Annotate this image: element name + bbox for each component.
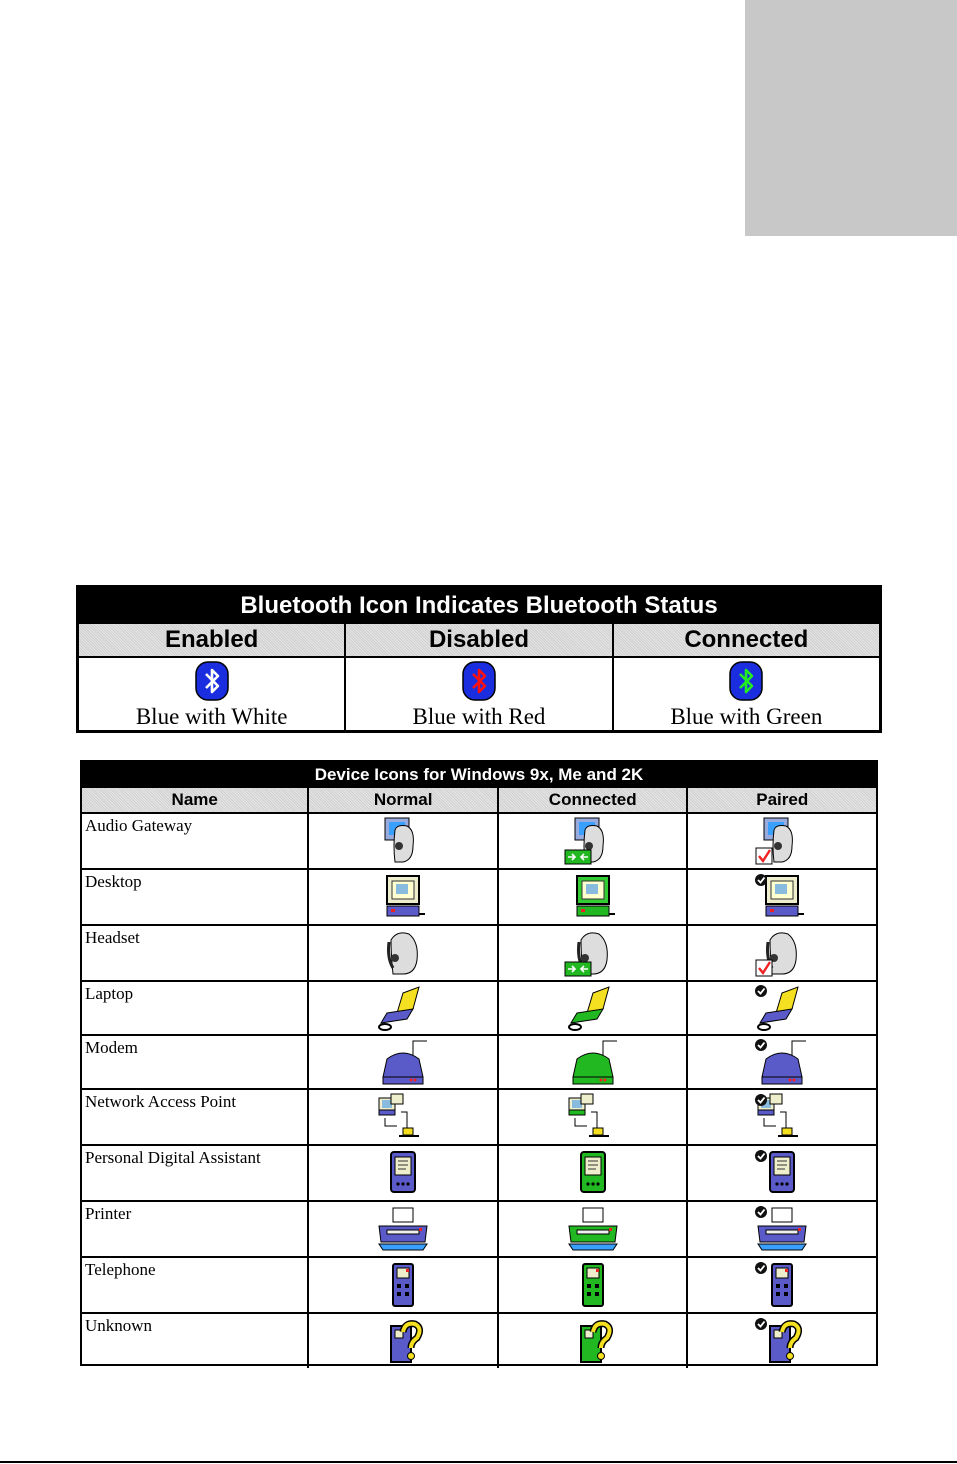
device-name: Headset bbox=[85, 928, 140, 947]
table-row bbox=[82, 1146, 876, 1202]
header-normal: Normal bbox=[307, 788, 497, 812]
status-header-enabled: Enabled bbox=[79, 624, 344, 656]
icon-cell-connected bbox=[497, 870, 687, 924]
icon-cell-paired bbox=[686, 926, 876, 980]
device-rows bbox=[82, 814, 876, 1368]
desktop-icon bbox=[752, 872, 812, 922]
table-row bbox=[82, 1258, 876, 1314]
network-access-point-icon bbox=[563, 1092, 623, 1142]
icon-cell-normal bbox=[307, 870, 497, 924]
table-row bbox=[82, 870, 876, 926]
headset-icon bbox=[563, 928, 623, 978]
laptop-icon bbox=[373, 983, 433, 1033]
icon-cell-paired bbox=[686, 814, 876, 868]
bluetooth-status-table bbox=[76, 585, 882, 733]
printer-icon bbox=[563, 1204, 623, 1254]
icon-cell-paired bbox=[686, 1202, 876, 1256]
unknown-device-icon bbox=[563, 1316, 623, 1366]
device-name: Telephone bbox=[85, 1260, 156, 1279]
device-name: Personal Digital Assistant bbox=[85, 1148, 261, 1167]
icon-cell-connected bbox=[497, 1314, 687, 1368]
icon-cell-paired bbox=[686, 1036, 876, 1088]
status-cell-enabled bbox=[79, 658, 344, 732]
icon-cell-paired bbox=[686, 870, 876, 924]
icon-cell-normal bbox=[307, 1202, 497, 1256]
icon-cell-normal bbox=[307, 926, 497, 980]
icon-cell-connected bbox=[497, 982, 687, 1034]
status-table-title: Bluetooth Icon Indicates Bluetooth Status bbox=[79, 588, 879, 624]
table-row bbox=[82, 1202, 876, 1258]
header-connected: Connected bbox=[497, 788, 687, 812]
table-row bbox=[82, 1036, 876, 1090]
status-cell-disabled bbox=[344, 658, 611, 732]
network-access-point-icon bbox=[373, 1092, 433, 1142]
page-bottom-rule bbox=[0, 1461, 957, 1463]
icon-cell-connected bbox=[497, 1036, 687, 1088]
status-cell-connected bbox=[612, 658, 879, 732]
icon-cell-normal bbox=[307, 1090, 497, 1144]
laptop-icon bbox=[563, 983, 623, 1033]
table-row bbox=[82, 814, 876, 870]
icon-cell-connected bbox=[497, 1202, 687, 1256]
status-body-row bbox=[79, 658, 879, 732]
device-name: Printer bbox=[85, 1204, 132, 1223]
unknown-device-icon bbox=[752, 1316, 812, 1366]
pda-icon bbox=[752, 1148, 812, 1198]
icon-cell-normal bbox=[307, 1146, 497, 1200]
device-icons-table bbox=[80, 760, 878, 1366]
icon-cell-paired bbox=[686, 1314, 876, 1368]
page-corner-tab bbox=[745, 0, 957, 236]
icon-cell-normal bbox=[307, 1036, 497, 1088]
table-row bbox=[82, 982, 876, 1036]
table-row bbox=[82, 926, 876, 982]
audio-gateway-icon bbox=[373, 816, 433, 866]
device-name: Audio Gateway bbox=[85, 816, 193, 835]
device-name: Unknown bbox=[85, 1316, 153, 1335]
device-name: Modem bbox=[85, 1038, 138, 1057]
headset-icon bbox=[373, 928, 433, 978]
status-label-connected: Blue with Green bbox=[670, 704, 823, 729]
telephone-icon bbox=[373, 1260, 433, 1310]
icon-cell-connected bbox=[497, 1258, 687, 1312]
telephone-icon bbox=[563, 1260, 623, 1310]
icon-cell-connected bbox=[497, 926, 687, 980]
device-name: Desktop bbox=[85, 872, 142, 891]
device-table-title: Device Icons for Windows 9x, Me and 2K bbox=[82, 762, 876, 788]
network-access-point-icon bbox=[752, 1092, 812, 1142]
printer-icon bbox=[752, 1204, 812, 1254]
status-header-disabled: Disabled bbox=[344, 624, 611, 656]
modem-icon bbox=[752, 1037, 812, 1087]
printer-icon bbox=[373, 1204, 433, 1254]
icon-cell-normal bbox=[307, 982, 497, 1034]
audio-gateway-icon bbox=[563, 816, 623, 866]
unknown-device-icon bbox=[373, 1316, 433, 1366]
table-row bbox=[82, 1090, 876, 1146]
table-row bbox=[82, 1314, 876, 1368]
status-label-enabled: Blue with White bbox=[135, 704, 288, 729]
modem-icon bbox=[563, 1037, 623, 1087]
icon-cell-paired bbox=[686, 1090, 876, 1144]
device-name: Laptop bbox=[85, 984, 134, 1003]
icon-cell-normal bbox=[307, 814, 497, 868]
status-header-connected: Connected bbox=[612, 624, 879, 656]
device-table-header bbox=[82, 788, 876, 814]
header-name: Name bbox=[82, 788, 307, 812]
icon-cell-paired bbox=[686, 1146, 876, 1200]
status-label-disabled: Blue with Red bbox=[412, 704, 546, 729]
desktop-icon bbox=[373, 872, 433, 922]
icon-cell-paired bbox=[686, 1258, 876, 1312]
desktop-icon bbox=[563, 872, 623, 922]
icon-cell-normal bbox=[307, 1258, 497, 1312]
header-paired: Paired bbox=[686, 788, 876, 812]
audio-gateway-icon bbox=[752, 816, 812, 866]
headset-icon bbox=[752, 928, 812, 978]
pda-icon bbox=[563, 1148, 623, 1198]
modem-icon bbox=[373, 1037, 433, 1087]
bluetooth-green-icon bbox=[729, 661, 763, 701]
icon-cell-connected bbox=[497, 1090, 687, 1144]
bluetooth-red-icon bbox=[462, 661, 496, 701]
laptop-icon bbox=[752, 983, 812, 1033]
telephone-icon bbox=[752, 1260, 812, 1310]
icon-cell-connected bbox=[497, 814, 687, 868]
bluetooth-white-icon bbox=[195, 661, 229, 701]
icon-cell-normal bbox=[307, 1314, 497, 1368]
status-header-row bbox=[79, 624, 879, 658]
pda-icon bbox=[373, 1148, 433, 1198]
device-name: Network Access Point bbox=[85, 1092, 237, 1111]
icon-cell-paired bbox=[686, 982, 876, 1034]
icon-cell-connected bbox=[497, 1146, 687, 1200]
